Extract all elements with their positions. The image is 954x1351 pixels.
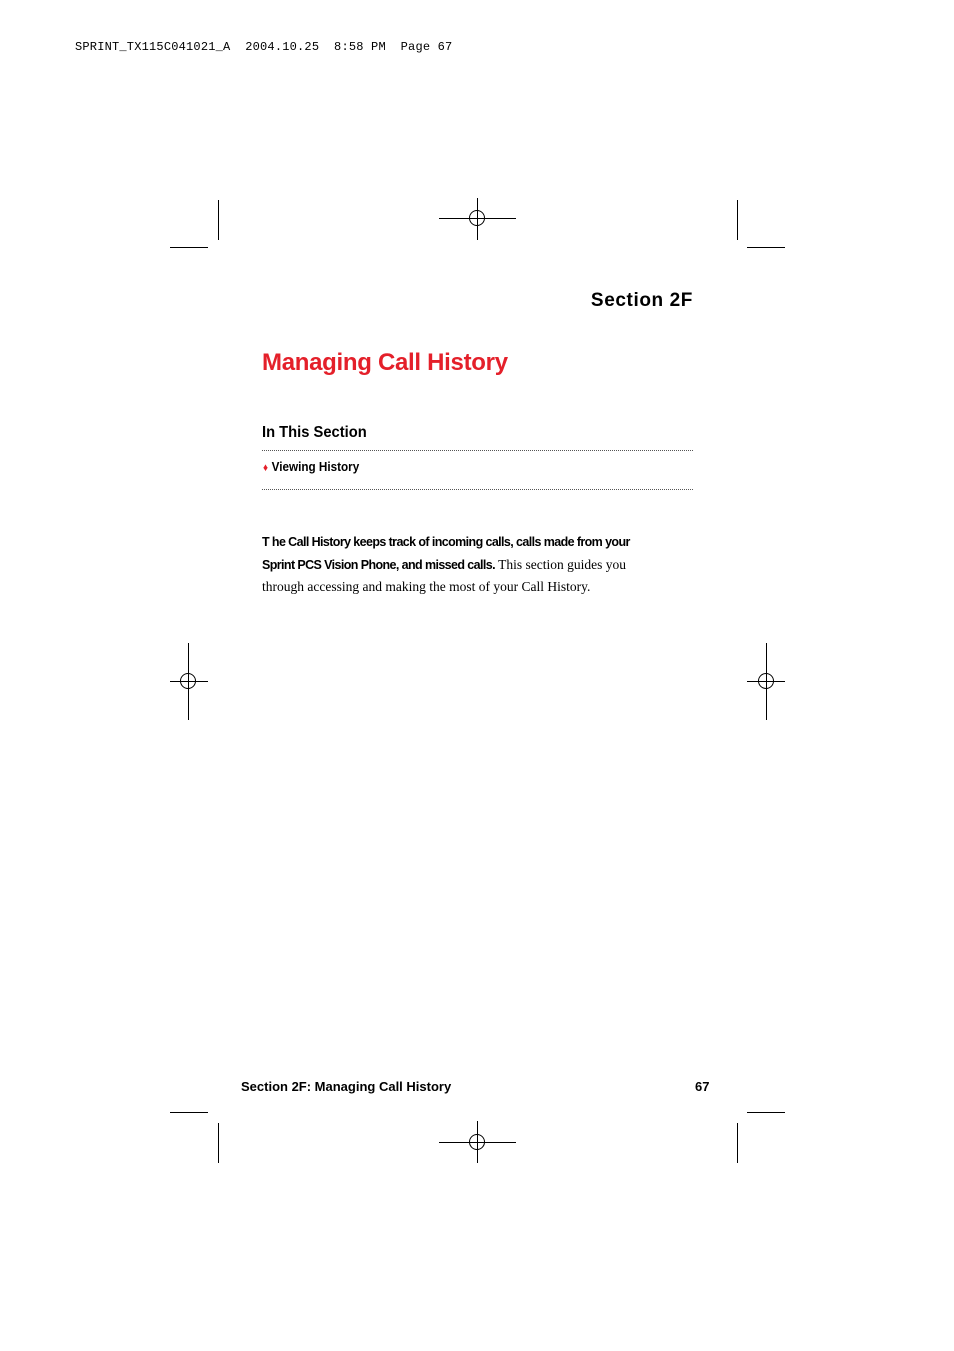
dotted-divider xyxy=(262,489,693,490)
footer-page-number: 67 xyxy=(695,1079,710,1094)
crop-mark xyxy=(218,1123,219,1163)
toc-item-viewing-history[interactable] xyxy=(263,459,359,474)
intro-paragraph xyxy=(262,531,657,598)
crop-mark xyxy=(737,1123,738,1163)
crop-mark xyxy=(747,1112,785,1113)
dotted-divider xyxy=(262,450,693,451)
intro-lead: T he Call History keeps track of incoming calls, calls made from your Sprint PCS Vision Phone, and missed calls. xyxy=(262,535,630,572)
registration-circle xyxy=(758,673,774,689)
registration-circle xyxy=(469,1134,485,1150)
in-this-section-heading: In This Section xyxy=(262,424,367,441)
section-label: Section 2F xyxy=(590,290,693,311)
diamond-bullet-icon: ♦ xyxy=(263,462,269,474)
crop-mark xyxy=(170,247,208,248)
print-slug-line: SPRINT_TX115C041021_A 2004.10.25 8:58 PM Page 67 xyxy=(75,40,453,54)
footer-section-title: Section 2F: Managing Call History xyxy=(241,1079,452,1094)
registration-circle xyxy=(180,673,196,689)
crop-mark xyxy=(737,200,738,240)
intro-body: This section guides you through accessing and making the most of your Call History. xyxy=(262,556,626,594)
page-title: Managing Call History xyxy=(262,349,508,376)
registration-circle xyxy=(469,210,485,226)
crop-mark xyxy=(218,200,219,240)
crop-mark xyxy=(747,247,785,248)
crop-mark xyxy=(170,1112,208,1113)
toc-item-label: Viewing History xyxy=(271,459,360,474)
